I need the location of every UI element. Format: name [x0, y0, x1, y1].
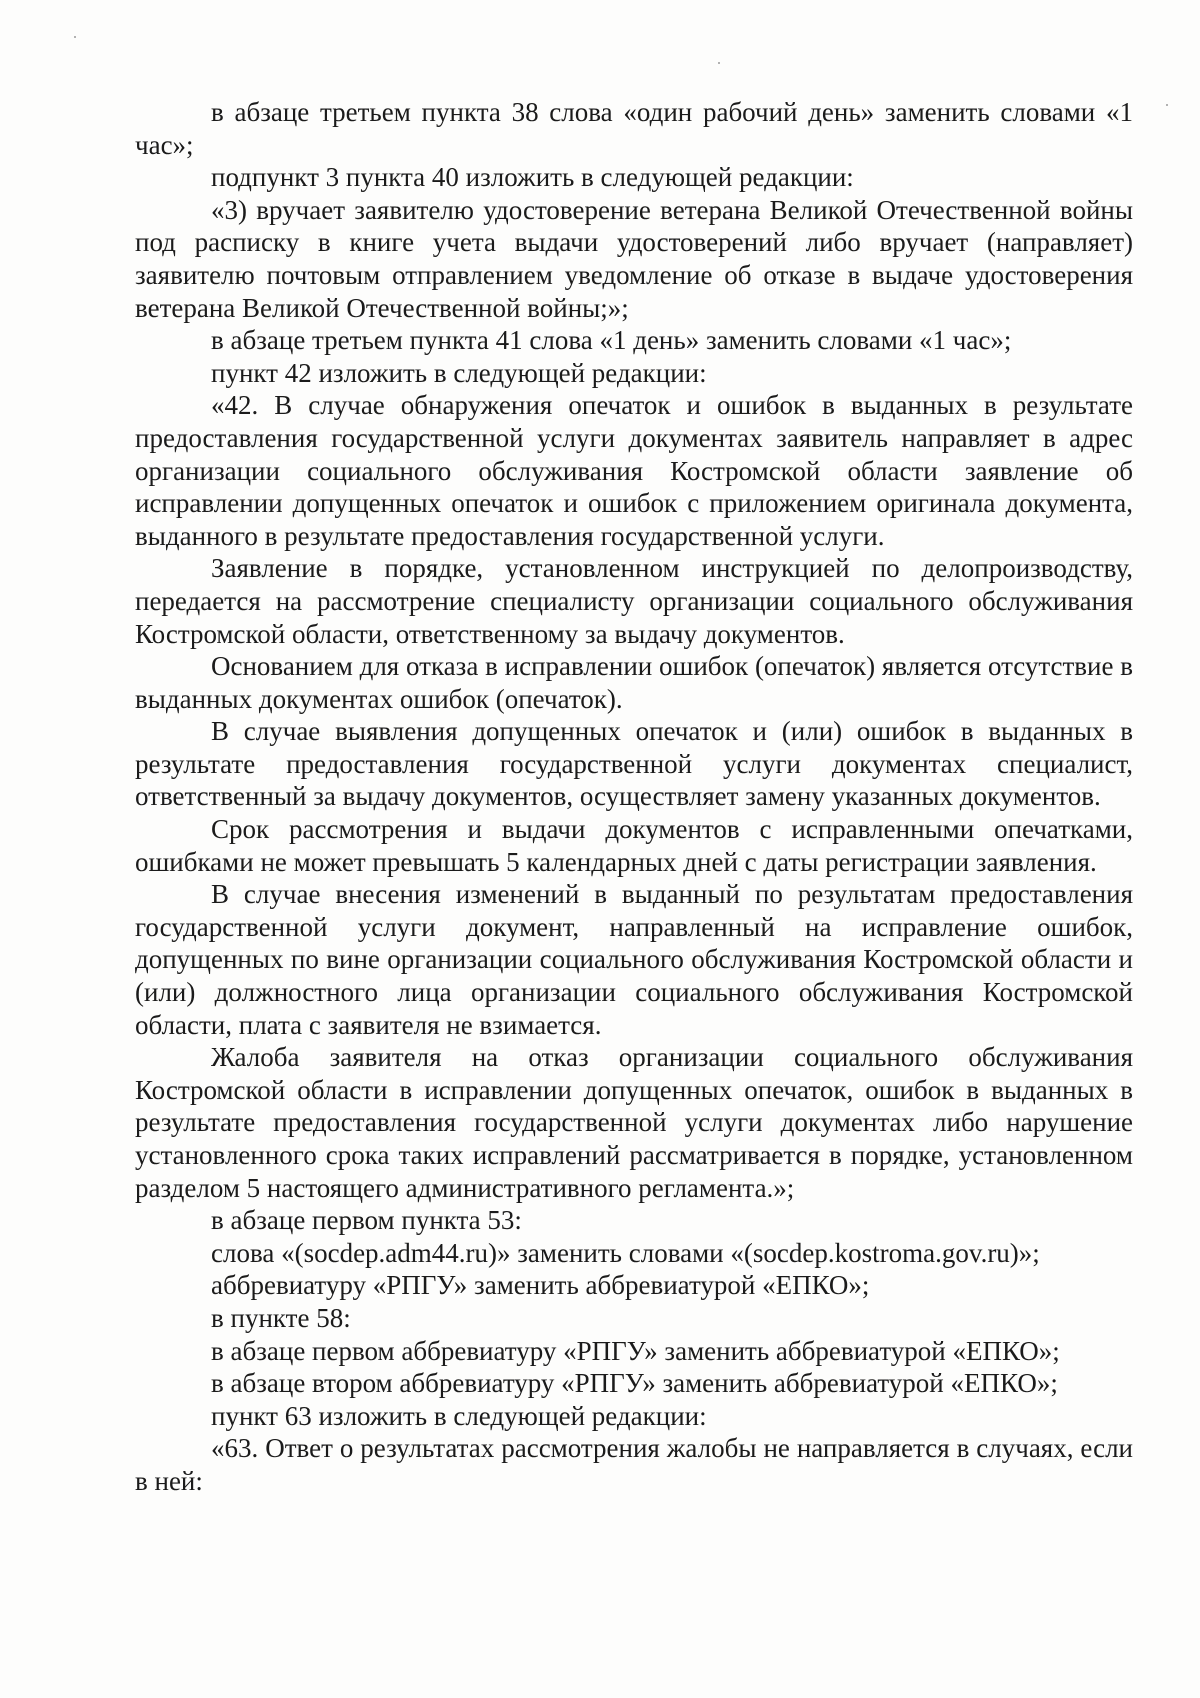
paragraph: пункт 63 изложить в следующей редакции:: [211, 1400, 707, 1431]
paragraph: в абзаце первом пункта 53:: [211, 1205, 522, 1236]
scan-speck: [74, 36, 76, 38]
paragraph: Основанием для отказа в исправлении ошибок (опечаток) является отсутствие в выданных документах ошибок (опечаток).: [135, 651, 1133, 714]
paragraph: аббревиатуру «РПГУ» заменить аббревиатурой «ЕПКО»;: [211, 1270, 870, 1301]
paragraph: В случае внесения изменений в выданный по результатам предоставления государственной услуги документ, направленный на исправление ошибок, допущенных по вине организации социального обслуживания Костромской области и (или) должностного лица организации социального обслуживания Костромской области, плата с заявителя не взимается.: [135, 879, 1133, 1040]
paragraph: пункт 42 изложить в следующей редакции:: [211, 357, 707, 388]
paragraph: слова «(socdep.adm44.ru)» заменить словами «(socdep.kostroma.gov.ru)»;: [211, 1237, 1040, 1268]
paragraph: в абзаце третьем пункта 38 слова «один рабочий день» заменить словами «1 час»;: [135, 97, 1133, 160]
paragraph: «63. Ответ о результатах рассмотрения жалобы не направляется в случаях, если в ней:: [135, 1433, 1133, 1496]
paragraph: в абзаце втором аббревиатуру «РПГУ» заменить аббревиатурой «ЕПКО»;: [211, 1368, 1058, 1399]
paragraph: Срок рассмотрения и выдачи документов с исправленными опечатками, ошибками не может превышать 5 календарных дней с даты регистрации заявления.: [135, 814, 1133, 877]
document-body: [135, 96, 1133, 1498]
paragraph: Заявление в порядке, установленном инструкцией по делопроизводству, передается на рассмотрение специалисту организации социального обслуживания Костромской области, ответственному за выдачу документов.: [135, 553, 1133, 649]
paragraph: Жалоба заявителя на отказ организации социального обслуживания Костромской области в исправлении допущенных опечаток, ошибок в выданных в результате предоставления государственной услуги документах либо нарушение установленного срока таких исправлений рассматривается в порядке, установленном разделом 5 настоящего административного регламента.»;: [135, 1042, 1133, 1203]
paragraph: «3) вручает заявителю удостоверение ветерана Великой Отечественной войны под расписку в книге учета выдачи удостоверений либо вручает (направляет) заявителю почтовым отправлением уведомление об отказе в выдаче удостоверения ветерана Великой Отечественной войны;»;: [135, 194, 1133, 323]
paragraph: в абзаце третьем пункта 41 слова «1 день» заменить словами «1 час»;: [211, 325, 1012, 356]
paragraph: В случае выявления допущенных опечаток и (или) ошибок в выданных в результате предоставления государственной услуги документах специалист, ответственный за выдачу документов, осуществляет замену указанных документов.: [135, 716, 1133, 812]
paragraph: подпункт 3 пункта 40 изложить в следующей редакции:: [211, 162, 854, 193]
paragraph: в пункте 58:: [211, 1302, 351, 1333]
scan-speck: [718, 62, 720, 64]
scan-speck: [1166, 104, 1168, 106]
paragraph: «42. В случае обнаружения опечаток и ошибок в выданных в результате предоставления государственной услуги документах заявитель направляет в адрес организации социального обслуживания Костромской области заявление об исправлении допущенных опечаток и ошибок с приложением оригинала документа, выданного в результате предоставления государственной услуги.: [135, 390, 1133, 551]
paragraph: в абзаце первом аббревиатуру «РПГУ» заменить аббревиатурой «ЕПКО»;: [211, 1335, 1060, 1366]
